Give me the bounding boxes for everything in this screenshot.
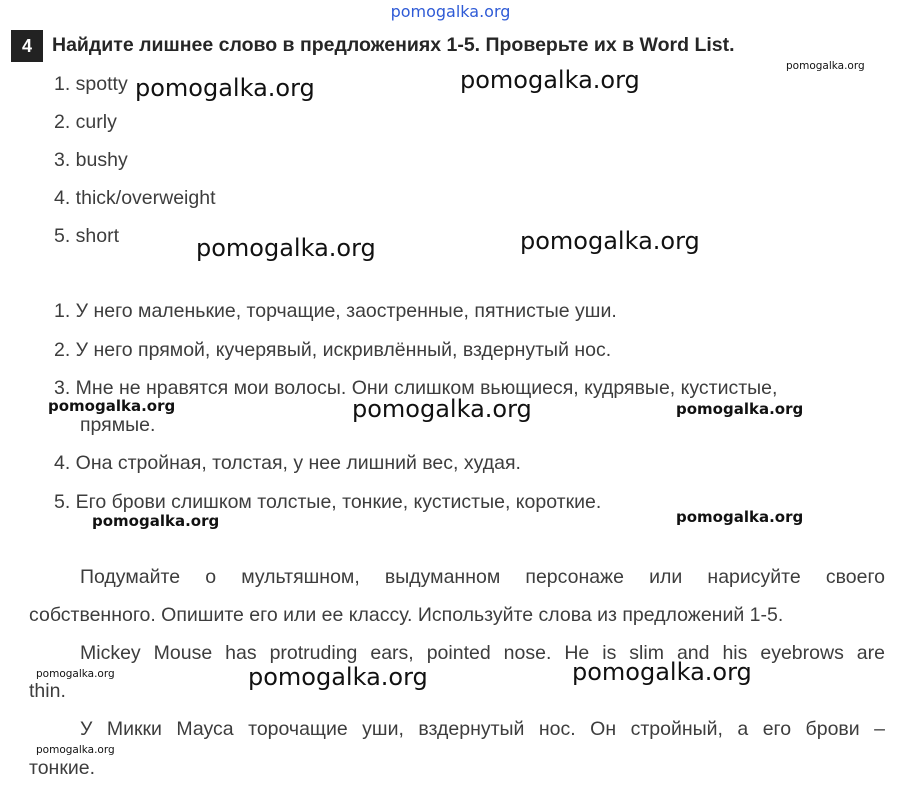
sentence-1: 1. У него маленькие, торчащие, заостренные, пятнистые уши. (54, 300, 617, 322)
task-text-line-1: Подумайте о мультяшном, выдуманном персонаже или нарисуйте своего (80, 566, 885, 588)
watermark: pomogalka.org (786, 60, 865, 72)
sentence-2: 2. У него прямой, кучерявый, искривлённый, вздернутый нос. (54, 339, 612, 361)
sentence-5: 5. Его брови слишком толстые, тонкие, кустистые, короткие. (54, 491, 602, 513)
watermark: pomogalka.org (48, 397, 176, 415)
watermark: pomogalka.org (36, 744, 115, 756)
watermark: pomogalka.org (92, 512, 220, 530)
watermark: pomogalka.org (676, 508, 804, 526)
watermark: pomogalka.org (36, 668, 115, 680)
answer-item-4: 4. thick/overweight (54, 187, 216, 209)
watermark: pomogalka.org (520, 227, 700, 255)
english-answer-line-2: thin. (29, 680, 66, 702)
russian-answer-line-1: У Микки Мауса торочащие уши, вздернутый нос. Он стройный, а его брови – (80, 718, 885, 740)
answer-item-2: 2. curly (54, 111, 117, 133)
watermark: pomogalka.org (572, 658, 752, 686)
watermark: pomogalka.org (248, 663, 428, 691)
sentence-4: 4. Она стройная, толстая, у нее лишний вес, худая. (54, 452, 521, 474)
answer-item-3: 3. bushy (54, 149, 128, 171)
task-title: Найдите лишнее слово в предложениях 1-5. Проверьте их в Word List. (52, 34, 735, 56)
answer-item-1: 1. spotty (54, 73, 128, 95)
watermark: pomogalka.org (676, 400, 804, 418)
watermark: pomogalka.org (460, 66, 640, 94)
task-number-badge: 4 (11, 30, 43, 62)
watermark: pomogalka.org (135, 74, 315, 102)
sentence-3-line-1: 3. Мне не нравятся мои волосы. Они слишком вьющиеся, кудрявые, кустистые, (54, 377, 778, 399)
watermark: pomogalka.org (196, 234, 376, 262)
sentence-3-line-2: прямые. (80, 414, 156, 436)
russian-answer-line-2: тонкие. (29, 757, 96, 779)
answer-item-5: 5. short (54, 225, 120, 247)
english-answer-line-1: Mickey Mouse has protruding ears, pointed nose. He is slim and his eyebrows are (80, 642, 885, 664)
watermark: pomogalka.org (352, 395, 532, 423)
task-text-line-2: собственного. Опишите его или ее классу. Используйте слова из предложений 1-5. (29, 604, 784, 626)
site-watermark-top: pomogalka.org (390, 2, 511, 21)
